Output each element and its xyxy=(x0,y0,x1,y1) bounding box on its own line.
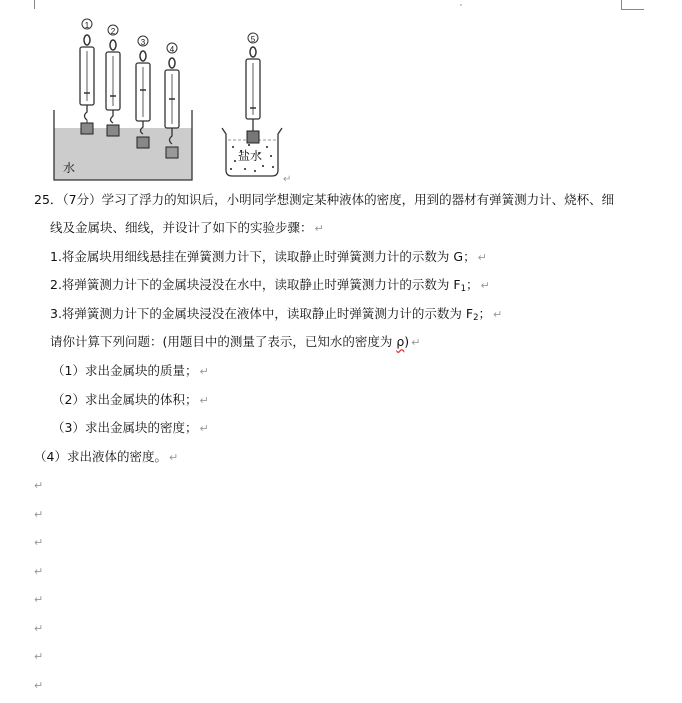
question-number: 25． xyxy=(34,192,63,207)
sub-question-2 xyxy=(52,392,209,409)
water-label: 水 xyxy=(63,161,76,175)
meter-number-5: 5 xyxy=(250,35,256,44)
step-1 xyxy=(50,249,487,266)
empty-paragraph-mark: ↵ xyxy=(34,650,44,663)
step-3-text: 3.将弹簧测力计下的金属块浸没在液体中，读取静止时弹簧测力计的示数为 F xyxy=(50,306,474,321)
empty-paragraph-mark: ↵ xyxy=(34,622,44,635)
paragraph-mark: ↵ xyxy=(411,336,421,349)
question-intro-line1 xyxy=(34,192,614,208)
spring-meter-2 xyxy=(106,25,120,136)
sub-question-3-text: （3）求出金属块的密度； xyxy=(52,420,198,435)
paragraph-mark: ↵ xyxy=(199,365,209,378)
sub-question-4 xyxy=(34,449,178,466)
step-2-subscript: 1 xyxy=(460,284,467,294)
meter-number-4: 4 xyxy=(169,45,175,54)
figure-return-mark: ↵ xyxy=(283,174,292,185)
empty-paragraph-mark: ↵ xyxy=(34,479,44,492)
step-1-text: 1.将金属块用细线悬挂在弹簧测力计下，读取静止时弹簧测力计的示数为 G； xyxy=(50,249,476,264)
spring-meter-1 xyxy=(80,19,94,134)
empty-paragraph-mark: ↵ xyxy=(34,593,44,606)
step-2-text: 2.将弹簧测力计下的金属块浸没在水中，读取静止时弹簧测力计的示数为 F xyxy=(50,277,461,292)
paragraph-mark: ↵ xyxy=(199,394,209,407)
sub-question-1 xyxy=(52,363,209,380)
paragraph-mark: ↵ xyxy=(480,279,490,292)
meter-number-1: 1 xyxy=(84,21,90,30)
paragraph-mark: ↵ xyxy=(477,251,487,264)
paragraph-mark: ↵ xyxy=(168,451,179,464)
empty-paragraph-mark: ↵ xyxy=(34,565,44,578)
sub-question-1-text: （1）求出金属块的质量； xyxy=(52,363,198,378)
paragraph-mark: ↵ xyxy=(199,422,209,435)
calculation-prompt xyxy=(50,334,420,351)
meter-number-3: 3 xyxy=(140,38,146,47)
step-3 xyxy=(50,306,502,326)
empty-paragraph-mark: ↵ xyxy=(34,679,44,692)
step-2 xyxy=(50,277,490,297)
question-intro-line2 xyxy=(50,220,324,237)
step-2-suffix: ； xyxy=(466,277,479,292)
question-intro-text-2: 线及金属块、细线，并设计了如下的实验步骤： xyxy=(50,220,313,235)
paragraph-mark: ↵ xyxy=(493,308,503,321)
question-intro-text-1: 学习了浮力的知识后，小明同学想测定某种液体的密度，用到的器材有弹簧测力计、烧杯、细 xyxy=(101,192,615,207)
step-3-subscript: 2 xyxy=(473,313,479,323)
paragraph-mark: ↵ xyxy=(314,222,324,235)
sub-question-4-text: （4）求出液体的密度。 xyxy=(34,449,167,464)
empty-paragraph-mark: ↵ xyxy=(34,536,44,549)
sub-question-3 xyxy=(52,420,209,437)
salt-water-label: 盐水 xyxy=(238,149,263,163)
meter-number-2: 2 xyxy=(110,27,116,36)
empty-paragraph-mark: ↵ xyxy=(34,508,44,521)
prompt-text: 请你计算下列问题：(用题目中的测量了表示，已知水的密度为 xyxy=(50,334,397,349)
spring-meter-5 xyxy=(246,33,260,143)
experiment-figure xyxy=(0,0,682,190)
step-3-suffix: ； xyxy=(478,306,492,321)
rho-symbol: ρ xyxy=(396,334,405,349)
sub-question-2-text: （2）求出金属块的体积； xyxy=(52,392,198,407)
prompt-suffix: ) xyxy=(404,334,410,349)
question-score: （7分） xyxy=(62,192,102,207)
